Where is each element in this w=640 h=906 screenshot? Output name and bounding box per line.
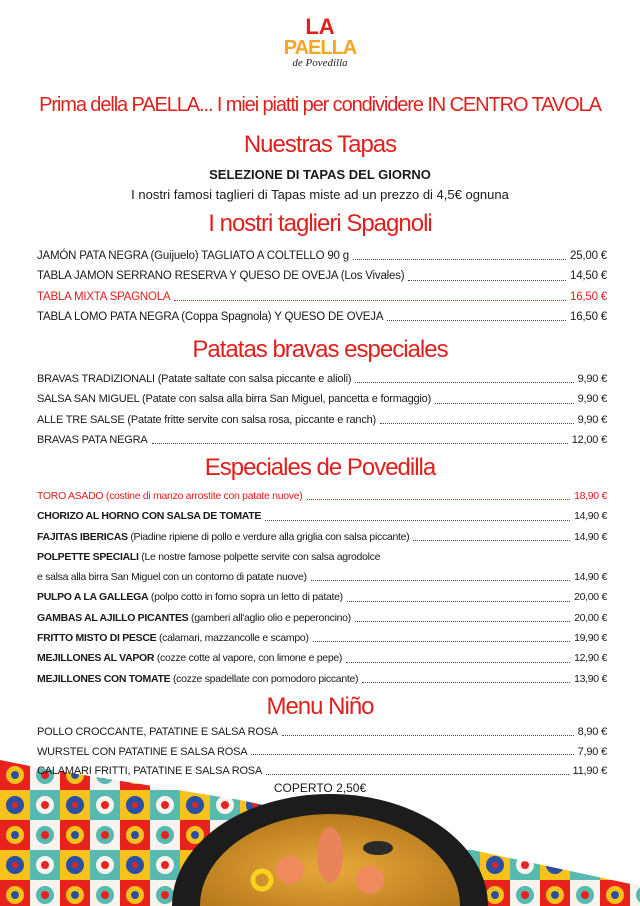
especiales-list — [37, 486, 607, 689]
item-desc: (Patate fritte servite con salsa rosa, piccante e ranch) — [127, 413, 377, 426]
menu-item — [37, 669, 607, 689]
item-price: 16,50 € — [570, 290, 607, 303]
menu-item — [37, 587, 607, 607]
menu-item — [37, 628, 607, 648]
item-name: BRAVAS TRADIZIONALI — [37, 373, 155, 385]
item-price: 12,90 € — [574, 652, 607, 665]
logo-line3: de Povedilla — [292, 57, 348, 69]
item-name: POLPETTE SPECIALI — [37, 550, 139, 563]
item-price: 20,00 € — [574, 611, 607, 624]
item-name: FAJITAS IBERICAS — [37, 530, 128, 543]
logo-line2: PAELLA — [283, 37, 357, 59]
taglieri-heading: I nostri taglieri Spagnoli — [208, 210, 432, 237]
bravas-heading: Patatas bravas especiales — [192, 336, 448, 363]
menu-item — [37, 266, 607, 286]
menu-item — [37, 506, 607, 526]
item-name: BRAVAS PATA NEGRA — [37, 433, 148, 446]
item-name: POLLO CROCCANTE, PATATINE E SALSA ROSA — [37, 726, 278, 738]
logo-line1: LA — [305, 14, 335, 39]
menu-item-continued — [37, 567, 607, 587]
item-price: 20,00 € — [574, 591, 607, 604]
item-price: 14,90 € — [574, 571, 607, 584]
menu-item — [37, 410, 607, 430]
item-desc: (gamberi all'aglio olio e peperoncino) — [191, 611, 351, 624]
item-desc: (cozze cotte al vapore, con limone e pepe) — [156, 652, 343, 665]
nino-list — [37, 722, 607, 781]
item-name: TORO ASADO — [37, 490, 104, 502]
item-desc: (cozze spadellate con pomodoro piccante) — [172, 672, 359, 685]
item-price: 14,90 € — [574, 510, 607, 523]
leader-dots — [353, 259, 566, 260]
item-name: PULPO A LA GALLEGA — [37, 591, 149, 604]
leader-dots — [387, 320, 566, 321]
item-price: 9,90 € — [577, 393, 607, 406]
leader-dots — [408, 280, 566, 281]
leader-dots — [265, 520, 570, 521]
item-price: 25,00 € — [570, 250, 607, 262]
leader-dots — [362, 682, 570, 683]
prawn — [317, 827, 343, 883]
leader-dots — [311, 580, 570, 581]
shrimp — [356, 866, 384, 894]
especiales-heading: Especiales de Povedilla — [204, 454, 436, 481]
shrimp — [276, 856, 304, 884]
tapas-heading: Nuestras Tapas — [243, 131, 397, 158]
headline: Prima della PAELLA... I miei piatti per condividere IN CENTRO TAVOLA — [39, 94, 601, 116]
item-price: 19,90 € — [574, 632, 607, 645]
item-price: 8,90 € — [577, 726, 607, 738]
menu-item — [37, 722, 607, 742]
leader-dots — [413, 540, 570, 541]
item-desc: e salsa alla birra San Miguel con un contorno di patate nuove) — [37, 571, 307, 584]
item-name: TABLA MIXTA SPAGNOLA — [37, 290, 171, 303]
item-price: 14,90 € — [574, 530, 607, 543]
item-name: GAMBAS AL AJILLO PICANTES — [37, 611, 189, 624]
item-desc: (costine di manzo arrostite con patate nuove) — [105, 490, 303, 502]
item-desc: (Le nostre famose polpette servite con salsa agrodolce — [141, 550, 381, 563]
item-price: 12,00 € — [571, 433, 607, 446]
leader-dots — [313, 641, 570, 642]
leader-dots — [435, 403, 574, 404]
menu-item — [37, 608, 607, 628]
item-name: FRITTO MISTO DI PESCE — [37, 632, 157, 645]
item-desc: (polpo cotto in forno sopra un letto di patate) — [150, 591, 343, 604]
leader-dots — [251, 754, 573, 755]
leader-dots — [266, 774, 568, 775]
tapas-description: I nostri famosi taglieri di Tapas miste ad un prezzo di 4,5€ ognuna — [131, 187, 509, 202]
item-price: 14,50 € — [570, 270, 607, 283]
menu-item — [37, 547, 607, 567]
menu-item — [37, 246, 607, 266]
leader-dots — [282, 735, 574, 736]
item-desc: (Patate saltate con salsa piccante e alioli) — [157, 373, 352, 385]
coperto: COPERTO 2,50€ — [273, 781, 367, 795]
taglieri-list — [37, 246, 607, 327]
item-name: MEJILLONES CON TOMATE — [37, 672, 171, 685]
item-desc: (Patate con salsa alla birra San Miguel, pancetta e formaggio) — [142, 393, 432, 406]
leader-dots — [380, 423, 574, 424]
menu-item — [37, 761, 607, 781]
item-price: 13,90 € — [574, 672, 607, 685]
tapas-subtitle: SELEZIONE DI TAPAS DEL GIORNO — [209, 167, 431, 182]
menu-item — [37, 369, 607, 389]
menu-item-highlighted — [37, 486, 607, 506]
leader-dots — [355, 382, 573, 383]
leader-dots — [174, 300, 566, 301]
item-price: 18,90 € — [574, 490, 607, 502]
item-name: CHORIZO AL HORNO CON SALSA DE TOMATE — [37, 510, 262, 523]
item-desc: (Piadine ripiene di pollo e verdure alla griglia con salsa piccante) — [130, 530, 410, 543]
bravas-list — [37, 369, 607, 450]
item-name: TABLA JAMON SERRANO RESERVA Y QUESO DE OVEJA (Los Vivales) — [37, 270, 405, 283]
item-name: WURSTEL CON PATATINE E SALSA ROSA — [37, 745, 248, 758]
spacer — [384, 560, 603, 561]
item-name: SALSA SAN MIGUEL — [37, 393, 140, 406]
nino-heading: Menu Niño — [266, 693, 374, 720]
item-price: 9,90 € — [577, 413, 607, 426]
leader-dots — [152, 443, 568, 444]
leader-dots — [355, 621, 570, 622]
leader-dots — [307, 499, 571, 500]
item-price: 11,90 € — [572, 765, 607, 777]
item-name: CALAMARI FRITTI, PATATINE E SALSA ROSA — [37, 765, 263, 777]
mussel — [363, 841, 393, 855]
menu-item — [37, 648, 607, 668]
item-price: 9,90 € — [577, 373, 607, 385]
item-name: MEJILLONES AL VAPOR — [37, 652, 155, 665]
menu-item — [37, 307, 607, 327]
leader-dots — [346, 662, 570, 663]
leader-dots — [347, 601, 570, 602]
item-price: 7,90 € — [577, 745, 607, 758]
item-name: ALLE TRE SALSE — [37, 413, 125, 426]
menu-item — [37, 389, 607, 409]
item-desc: (calamari, mazzancolle e scampo) — [158, 632, 309, 645]
restaurant-logo — [270, 16, 370, 69]
menu-item — [37, 742, 607, 762]
menu-item — [37, 430, 607, 450]
menu-item-highlighted — [37, 287, 607, 307]
item-name: TABLA LOMO PATA NEGRA (Coppa Spagnola) Y QUESO DE OVEJA — [37, 310, 384, 323]
menu-item — [37, 527, 607, 547]
item-price: 16,50 € — [570, 310, 607, 323]
item-name: JAMÓN PATA NEGRA (Guijuelo) TAGLIATO A COLTELLO 90 g — [37, 250, 349, 262]
